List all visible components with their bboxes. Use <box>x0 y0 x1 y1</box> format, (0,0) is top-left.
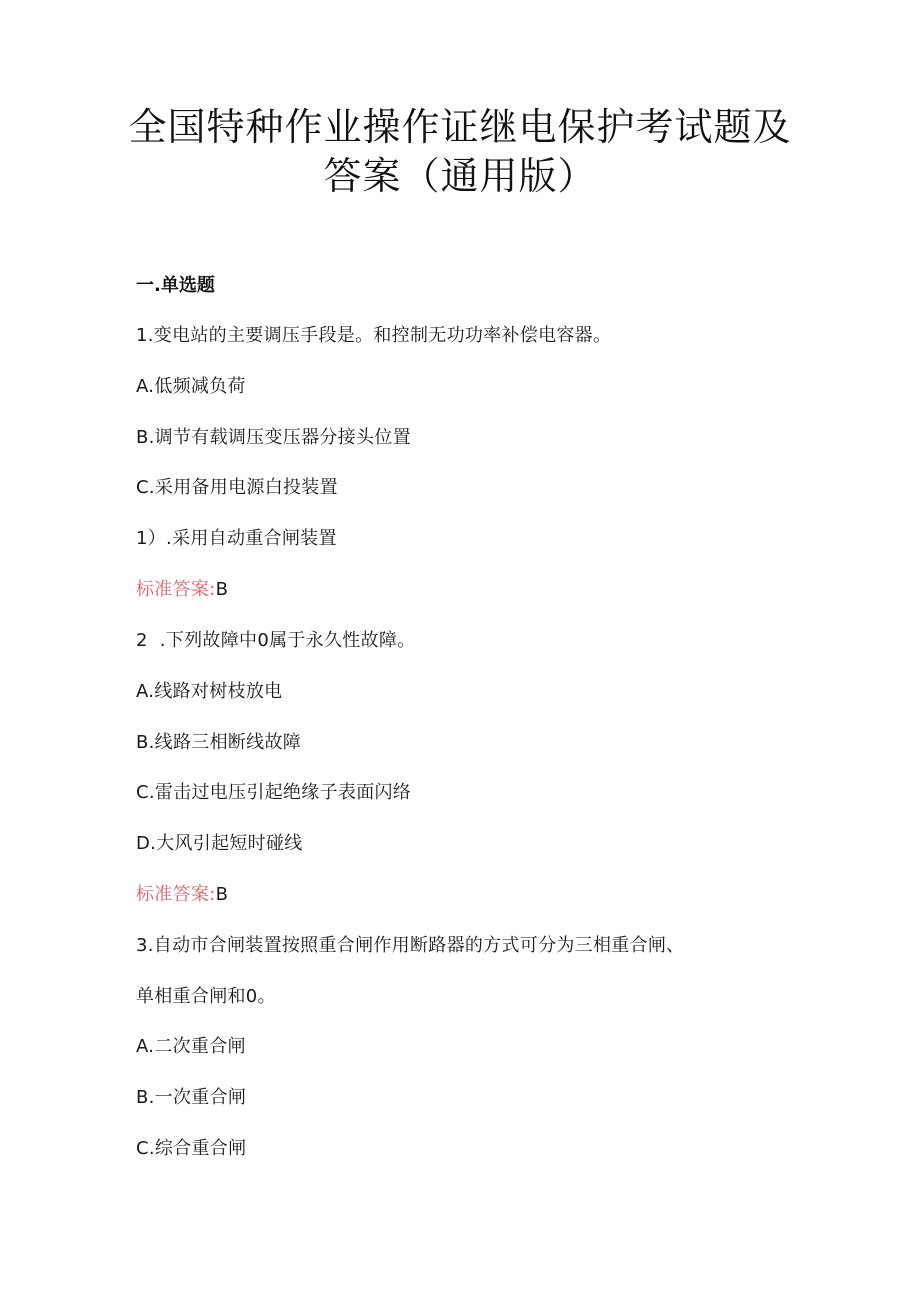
question-2-option-a: A.线路对树枝放电 <box>136 681 283 702</box>
document-title-line-2: 答案（通用版） <box>323 154 597 198</box>
question-1-option-d: 1）.采用自动重合闸装置 <box>136 528 337 549</box>
question-3-option-c: C.综合重合闸 <box>136 1138 247 1159</box>
question-1-stem: 1.变电站的主要调压手段是。和控制无功功率补偿电容器。 <box>136 325 612 346</box>
question-1-option-a: A.低频减负荷 <box>136 376 246 397</box>
question-2-option-d: D.大风引起短时碰线 <box>136 833 303 854</box>
answer-label: 标准答案: <box>136 884 216 905</box>
question-1-option-b: B.调节有载调压变压器分接头位置 <box>136 427 411 448</box>
question-2-answer <box>136 886 228 904</box>
question-3-stem-line-2: 单相重合闸和0。 <box>136 986 276 1007</box>
question-2-option-b: B.线路三相断线故障 <box>136 732 302 753</box>
question-3-stem-line-1: 3.自动市合闸装置按照重合闸作用断路器的方式可分为三相重合闸、 <box>136 935 685 956</box>
document-title-line-1: 全国特种作业操作证继电保护考试题及 <box>128 105 792 149</box>
answer-value: B <box>215 884 229 905</box>
section-heading: 一.单选题 <box>136 275 215 296</box>
question-2-option-c: C.雷击过电压引起绝缘子表面闪络 <box>136 782 412 803</box>
question-1-option-c: C.采用备用电源白投装置 <box>136 477 338 498</box>
question-3-option-a: A.二次重合闸 <box>136 1036 246 1057</box>
answer-value: B <box>215 579 229 600</box>
question-3-option-b: B.一次重合闸 <box>136 1087 247 1108</box>
question-1-answer <box>136 581 228 599</box>
question-2-stem: 2 .下列故障中0属于永久性故障。 <box>136 630 416 651</box>
answer-label: 标准答案: <box>136 579 216 600</box>
